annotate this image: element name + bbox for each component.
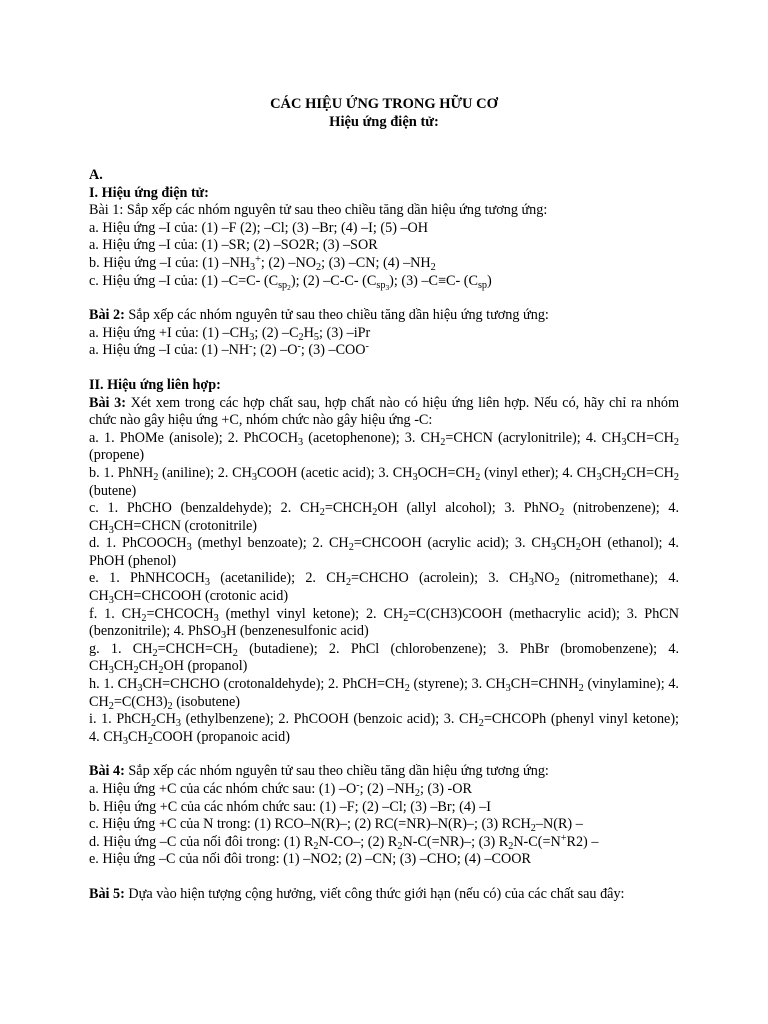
bai3-item-e: e. 1. PhNHCOCH$_3$ (acetanilide); 2. $CH_2=CHCHO$ (acrolein); 3. $CH_3NO_2$ (nitromethane); 4. $CH_3CH=CHCOOH$ (crotonic acid) [89, 570, 679, 607]
bai4-label: Bài 4: [89, 763, 125, 780]
bai3-item-a: a. 1. PhOMe (anisole); 2. PhCOCH$_3$ (acetophenone); 3. $CH_2=CHCN$ (acrylonitrile); 4. $CH_3CH=CH_2$ (propene) [89, 429, 679, 464]
bai3-item-g: g. 1. $CH_2=CHCH=CH_2$ (butadiene); 2. PhCl (chlorobenzene); 3. PhBr (bromobenzene); 4. $CH_3CH_2CH_2OH$ (propanol) [89, 640, 679, 677]
bai4-prompt: Bài 4: Sắp xếp các nhóm nguyên tử sau theo chiều tăng dần hiệu ứng tương ứng: [89, 763, 549, 780]
bai2-prompt: Bài 2: Sắp xếp các nhóm nguyên tử sau theo chiều tăng dần hiệu ứng tương ứng: [89, 307, 549, 324]
bai3-item-h: h. 1. $CH_3CH=CHCHO$ (crotonaldehyde); 2. $PhCH=CH_2$ (styrene); 3. $CH_3CH=CHNH_2$ (vinylamine); 4. $CH_2=C(CH3)_2$ (isobutene) [89, 676, 679, 712]
bai3-item-i: i. 1. $PhCH_2CH_3$ (ethylbenzene); 2. PhCOOH (benzoic acid); 3. $CH_2=CHCOPh$ (phenyl vinyl ketone); 4. $CH_3CH_2COOH$ (propanoic acid) [89, 711, 679, 747]
bai5-prompt: Bài 5: Dựa vào hiện tượng cộng hưởng, viết công thức giới hạn (nếu có) của các chất sau đây: [89, 885, 625, 902]
bai4-line-c: c. Hiệu ứng +C của N trong: (1) RCO–N(R)–; (2) RC(=NR)–N(R)–; (3) $RCH_2-N(R)$ – [89, 816, 583, 835]
bai3-item-d: d. 1. PhCOOCH$_3$ (methyl benzoate); 2. $CH_2=CHCOOH$ (acrylic acid); 3. $CH_3CH_2OH$ (ethanol); 4. PhOH (phenol) [89, 535, 679, 569]
bai1-line-a1: a. Hiệu ứng –I của: (1) –F (2); –Cl; (3) –Br; (4) –I; (5) –OH [89, 219, 429, 236]
spacer [89, 290, 679, 307]
bai3-item-b: b. 1. PhNH$_2$ (aniline); 2. $CH_3COOH$ (acetic acid); 3. $CH_3OCH=CH_2$ (vinyl ether); 4. $CH_3CH_2CH=CH_2$ (butene) [89, 464, 679, 499]
bai1-line-a2: a. Hiệu ứng –I của: (1) –SR; (2) –SO2R; (3) –SOR [89, 237, 378, 254]
bai1-line-c: c. Hiệu ứng –I của: (1) –C=C- $(C_{sp_2})$; (2) –C-C- $(C_{sp_3})$; (3) –C≡C- $(C_{sp})$ [89, 272, 492, 292]
bai3-item-f: f. 1. $CH_2=CHCOCH_3$ (methyl vinyl ketone); 2. $CH_2=C(CH3)COOH$ (methacrylic acid); 3. PhCN (benzonitrile); 4. PhSO$_3$H (benzenesulfonic acid) [89, 605, 679, 642]
bai3-prompt: Bài 3: Xét xem trong các hợp chất sau, hợp chất nào có hiệu ứng liên hợp. Nếu có, hãy chỉ ra nhóm chức nào gây hiệu ứng +C, nhóm chức nào gây hiệu ứng -C: [89, 394, 679, 429]
bai4-line-d: d. Hiệu ứng –C của nối đôi trong: (1) $R_2N-CO-$; (2) $R_2N-C(=NR)-$; (3) $R_2N-C(=N^+R2)$ – [89, 832, 599, 852]
section-1-heading: I. Hiệu ứng điện tử: [89, 184, 209, 201]
spacer [89, 869, 679, 886]
spacer [89, 746, 679, 763]
bai2-line-a1: a. Hiệu ứng +I của: (1) $-CH_3$; (2) $-C_2H_5$; (3) –iPr [89, 324, 371, 343]
bai4-line-b: b. Hiệu ứng +C của các nhóm chức sau: (1) –F; (2) –Cl; (3) –Br; (4) –I [89, 798, 492, 815]
bai3-label: Bài 3: [89, 394, 126, 411]
bai4-line-a: a. Hiệu ứng +C của các nhóm chức sau: (1) –O-; (2) $-NH_2$; (3) -OR [89, 779, 472, 800]
bai5-label: Bài 5: [89, 885, 125, 902]
section-a-label: A. [89, 167, 103, 183]
bai1-line-b: b. Hiệu ứng –I của: (1) $-NH_3^+$; (2) $-NO_2$; (3) –CN; (4) $-NH_2$ [89, 253, 436, 274]
document-title: CÁC HIỆU ỨNG TRONG HỮU CƠ [270, 96, 498, 112]
bai3-item-c: c. 1. PhCHO (benzaldehyde); 2. $CH_2=CHCH_2OH$ (allyl alcohol); 3. PhNO$_2$ (nitrobenzene); 4. $CH_3CH=CHCN$ (crotonitrile) [89, 500, 680, 536]
bai2-label: Bài 2: [89, 307, 125, 324]
bai1-prompt: Bài 1: Sắp xếp các nhóm nguyên tử sau theo chiều tăng dần hiệu ứng tương ứng: [89, 202, 548, 219]
document-subtitle: Hiệu ứng điện tử: [329, 114, 439, 130]
spacer [89, 360, 679, 377]
document-body [89, 167, 679, 904]
bai2-line-a2: a. Hiệu ứng –I của: (1) –NH-; (2) –O-; (3) –COO- [89, 341, 369, 359]
section-2-heading: II. Hiệu ứng liên hợp: [89, 376, 221, 393]
bai4-line-e: e. Hiệu ứng –C của nối đôi trong: (1) –NO2; (2) –CN; (3) –CHO; (4) –COOR [89, 851, 531, 868]
document-header [0, 95, 768, 131]
